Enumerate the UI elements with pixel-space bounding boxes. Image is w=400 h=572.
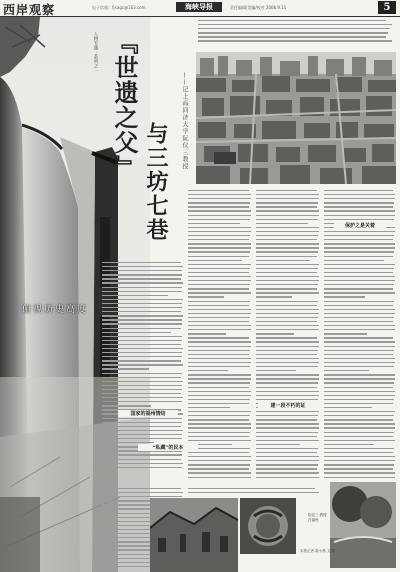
text-line [188,391,251,392]
text-line [256,382,318,383]
text-line [324,305,393,306]
text-line [324,288,393,289]
text-line [102,368,149,369]
text-line [256,444,300,445]
article-block-right-c [324,190,396,482]
text-line [188,239,249,240]
photo-caption-bottom: 阮仪三 教授在福州 [308,513,327,522]
section-title: 西岸观察 [3,3,56,17]
text-line [256,366,318,367]
text-line [188,399,250,400]
text-line [256,280,319,281]
article-block-right-a [188,190,252,482]
text-line [188,464,250,465]
text-line [324,378,395,379]
section-head-3: 建一段不朽的证 [258,402,318,409]
text-line [102,311,181,312]
text-line [188,292,251,293]
text-line [256,223,308,224]
text-line [256,362,319,363]
text-line [256,301,318,302]
text-line [324,387,393,388]
text-line [324,284,394,285]
text-line [256,206,317,207]
text-line [324,464,394,465]
text-line [324,415,394,416]
text-line [188,260,242,261]
text-line [256,272,317,273]
text-line [324,235,394,236]
text-line [188,477,251,478]
text-line [324,321,393,322]
text-line [256,358,319,359]
text-line [324,243,395,244]
feature-label: 人物专题 · 系列之一 [93,32,98,73]
text-line [324,419,393,420]
text-line [324,432,394,433]
text-line [102,348,183,349]
text-line [102,430,183,431]
text-line [188,333,226,334]
text-line [188,407,230,408]
text-line [188,358,251,359]
text-line [102,295,168,296]
text-line [188,194,251,195]
text-line [324,329,395,330]
text-line [188,423,251,424]
text-line [324,206,393,207]
text-line [188,235,250,236]
text-line [102,291,182,292]
text-line [324,460,395,461]
text-line [102,328,181,329]
text-line [324,256,393,257]
text-line [102,352,182,353]
text-line [188,305,249,306]
text-line [188,231,251,232]
text-line [256,210,319,211]
text-line [324,194,395,195]
text-line [324,202,394,203]
text-line [256,321,317,322]
text-line [256,251,318,252]
text-line [188,472,251,473]
text-line [324,370,369,371]
text-line [256,202,318,203]
text-line [256,284,318,285]
text-line [256,333,294,334]
text-line [256,341,319,342]
text-line [188,317,250,318]
text-line [188,210,251,211]
text-line [256,190,317,191]
text-line [188,346,251,347]
text-line [102,426,181,427]
text-line [256,432,318,433]
text-line [256,219,318,220]
text-line [324,190,393,191]
text-line [188,350,250,351]
text-line [256,427,319,428]
headline-line2: 与三坊七巷 [143,122,169,242]
text-line [188,301,250,302]
text-line [324,276,395,277]
text-line [256,292,319,293]
text-line [324,374,395,375]
text-line [324,268,394,269]
section-head-1: 国家的福州情结 [118,410,178,417]
text-line [188,321,249,322]
text-line [324,395,395,396]
text-line [102,381,183,382]
text-line [324,456,395,457]
text-line [188,272,249,273]
subheadline: ——记上海同济大学阮仪三教授 [181,72,188,170]
text-line [324,350,394,351]
text-line [188,276,251,277]
page-number: 5 [378,1,396,14]
text-line [188,251,250,252]
text-line [102,364,183,365]
text-line [324,346,395,347]
text-line [102,340,182,341]
text-line [102,262,181,263]
text-line [256,227,319,228]
text-line [102,344,181,345]
text-line [188,374,251,375]
text-line [324,468,393,469]
photo-caption: 俯视历史高度 [22,305,89,315]
text-line [188,395,251,396]
text-line [256,411,319,412]
text-line [324,341,395,342]
text-line [102,459,181,460]
article-block-right-b [256,190,320,482]
byline-credit: 本报记者 陈小燕 文/图 [300,549,335,553]
text-line [188,432,250,433]
text-line [324,440,395,441]
text-line [256,399,318,400]
text-line [256,477,319,478]
text-line [188,468,249,469]
text-line [256,256,317,257]
text-line [188,284,250,285]
text-line [102,393,181,394]
text-line [102,377,181,378]
newspaper-logo: 海峡导报 [176,2,222,12]
section-url[interactable]: 电子信箱：fjxagc@163.com [92,5,146,10]
text-line [188,227,251,228]
text-line [324,210,395,211]
text-line [188,387,249,388]
text-line [188,403,249,404]
text-line [256,395,319,396]
text-line [256,317,318,318]
text-line [256,370,296,371]
text-line [188,215,251,216]
text-line [102,332,171,333]
text-line [102,307,182,308]
text-line [256,387,317,388]
text-line [102,360,181,361]
text-line [324,411,395,412]
text-line [188,337,249,338]
text-line [324,477,395,478]
text-line [324,272,393,273]
text-line [102,336,182,337]
text-line [256,235,318,236]
text-line [256,456,319,457]
text-line [256,440,319,441]
text-line [324,301,394,302]
text-line [324,231,395,232]
text-line [188,354,249,355]
text-line [188,427,251,428]
text-line [256,374,319,375]
text-line [102,454,182,455]
text-line [256,243,319,244]
bottom-photo-garden [330,482,396,568]
text-line [256,423,319,424]
text-line [324,337,393,338]
text-line [324,391,395,392]
text-line [188,436,249,437]
text-line [102,418,182,419]
text-line [102,397,183,398]
text-line [188,256,249,257]
article-block-top [198,20,394,48]
text-line [102,492,183,493]
text-line [324,407,372,408]
text-line [256,354,317,355]
section-head-2: “私藏”的民本 [138,444,198,451]
text-line [256,276,319,277]
text-line [188,492,319,493]
text-line [102,373,182,374]
text-line [324,448,394,449]
text-line [102,282,183,283]
text-line [256,464,318,465]
text-line [324,452,393,453]
text-line [324,362,395,363]
text-line [188,366,250,367]
article-block-mid-lower [188,488,320,498]
text-line [102,467,182,468]
text-line [188,329,251,330]
text-line [256,391,319,392]
text-line [188,206,249,207]
text-line [102,274,182,275]
text-line [188,378,251,379]
text-line [102,385,182,386]
text-line [324,296,365,297]
text-line [324,382,394,383]
text-line [188,488,315,489]
text-line [188,190,249,191]
text-line [256,260,310,261]
section-head-4: 保护之是关着 [334,222,386,229]
text-line [324,354,393,355]
header-meta: 责任编辑/美编/校对 2006.9.11 [230,5,287,10]
text-line [102,303,182,304]
text-line [198,32,388,33]
aerial-city-photo [196,52,396,184]
text-line [256,472,319,473]
text-line [102,401,182,402]
text-line [188,223,240,224]
text-line [256,215,319,216]
text-line [324,247,395,248]
text-line [188,419,249,420]
text-line [256,268,318,269]
text-line [188,415,250,416]
text-line [256,350,318,351]
text-line [256,452,317,453]
text-line [256,264,319,265]
text-line [324,313,395,314]
text-line [102,278,181,279]
text-line [102,270,182,271]
text-line [198,24,392,25]
text-line [324,366,394,367]
text-line [102,434,182,435]
text-line [256,346,319,347]
text-line [324,198,395,199]
text-line [188,296,224,297]
text-line [102,405,151,406]
text-line [188,198,251,199]
text-line [324,436,393,437]
text-line [324,399,394,400]
text-line [256,313,319,314]
article-block-left-a [102,262,184,472]
text-line [324,309,395,310]
text-line [256,378,319,379]
text-line [188,247,251,248]
text-line [324,251,394,252]
text-line [256,239,317,240]
text-line [188,268,250,269]
text-line [324,215,395,216]
column-tag: 西岸视点 [6,20,22,25]
text-line [188,456,251,457]
text-line [324,423,395,424]
text-line [324,403,393,404]
text-line [188,264,251,265]
text-line [256,305,317,306]
text-line [324,472,395,473]
text-line [102,438,182,439]
text-line [256,198,319,199]
text-line [102,323,182,324]
text-line [188,411,251,412]
text-line [102,356,182,357]
text-line [324,292,395,293]
text-line [198,20,386,21]
text-line [188,341,251,342]
text-line [324,358,395,359]
text-line [324,427,395,428]
text-line [256,468,317,469]
text-line [188,309,251,310]
text-line [188,460,251,461]
text-line [324,264,395,265]
text-line [256,460,319,461]
text-line [324,325,395,326]
bottom-photo-carving [240,498,296,554]
text-line [102,422,182,423]
text-line [256,448,318,449]
text-line [324,260,384,261]
text-line [198,28,390,29]
text-line [256,231,319,232]
text-line [102,315,183,316]
text-line [102,266,183,267]
text-line [256,247,319,248]
bottom-photo-buildings [150,498,238,572]
text-line [188,313,251,314]
text-line [102,488,181,489]
text-line [102,319,182,320]
text-line [188,202,250,203]
text-line [102,463,183,464]
text-line [256,329,319,330]
text-line [188,288,249,289]
text-line [198,36,386,37]
text-line [188,280,251,281]
text-line [188,370,228,371]
text-line [188,219,250,220]
text-line [256,194,319,195]
text-line [188,452,249,453]
text-line [256,325,319,326]
text-line [198,40,392,41]
text-line [256,296,292,297]
text-line [324,444,374,445]
text-line [188,362,251,363]
text-line [188,440,251,441]
text-line [188,325,251,326]
text-line [324,333,367,334]
text-line [256,436,317,437]
text-line [256,415,318,416]
headline-line1: 『世遗之父』 [110,30,139,180]
text-line [324,239,393,240]
text-line [102,299,183,300]
text-line [102,389,182,390]
text-line [256,419,317,420]
text-line [188,382,250,383]
text-line [256,309,319,310]
text-line [188,243,251,244]
text-line [324,317,394,318]
text-line [324,219,394,220]
text-line [102,287,182,288]
text-line [324,280,395,281]
text-line [256,337,317,338]
text-line [256,288,317,289]
